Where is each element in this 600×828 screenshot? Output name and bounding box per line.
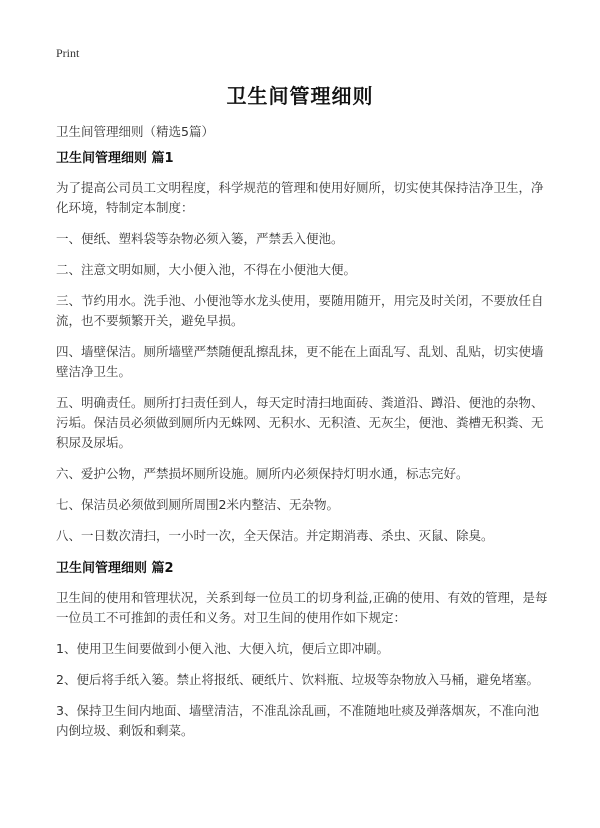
document-subtitle: 卫生间管理细则（精选5篇） <box>56 124 214 139</box>
paragraph: 三、节约用水。洗手池、小便池等水龙头使用，要随用随开，用完及时关闭，不要放任自流，也不要频繁开关，避免早损。 <box>56 293 544 328</box>
paragraph: 一、便纸、塑料袋等杂物必须入篓，严禁丢入便池。 <box>56 231 344 246</box>
section-heading: 卫生间管理细则 篇1 <box>56 151 174 166</box>
paragraph: 五、明确责任。厕所打扫责任到人，每天定时清扫地面砖、粪道沿、蹲沿、便池的杂物、污垢。保洁员必须做到厕所内无蛛网、无积水、无积渣、无灰尘，便池、粪槽无积粪、无积尿及尿垢。 <box>56 395 544 450</box>
paragraph: 八、一日数次清扫，一小时一次，全天保洁。并定期消毒、杀虫、灭鼠、除臭。 <box>56 528 494 543</box>
paragraph: 四、墙壁保洁。厕所墙壁严禁随便乱擦乱抹，更不能在上面乱写、乱划、乱贴，切实使墙壁洁净卫生。 <box>56 344 544 379</box>
section-heading: 卫生间管理细则 篇2 <box>56 561 174 576</box>
paragraph: 六、爱护公物，严禁损坏厕所设施。厕所内必须保持灯明水通，标志完好。 <box>56 466 469 481</box>
paragraph: 二、注意文明如厕，大小便入池，不得在小便池大便。 <box>56 262 357 277</box>
paragraph: 1、使用卫生间要做到小便入池、大便入坑，便后立即冲刷。 <box>56 641 389 656</box>
paragraph: 卫生间的使用和管理状况，关系到每一位员工的切身利益,正确的使用、有效的管理，是每一位员工不可推卸的责任和义务。对卫生间的使用作如下规定： <box>56 590 548 625</box>
paragraph: 2、便后将手纸入篓。禁止将报纸、硬纸片、饮料瓶、垃圾等杂物放入马桶，避免堵塞。 <box>56 672 539 687</box>
section-1 <box>56 150 551 546</box>
paragraph: 七、保洁员必须做到厕所周围2米内整洁、无杂物。 <box>56 497 339 512</box>
section-2 <box>56 560 551 741</box>
paragraph: 3、保持卫生间内地面、墙壁清洁，不准乱涂乱画，不准随地吐痰及弹落烟灰，不准向池内倒垃圾、剩饭和剩菜。 <box>56 703 539 738</box>
print-label: Print <box>56 46 80 60</box>
document-title: 卫生间管理细则 <box>226 84 374 108</box>
document-body <box>56 150 551 752</box>
paragraph: 为了提高公司员工文明程度，科学规范的管理和使用好厕所，切实使其保持洁净卫生，净化环境，特制定本制度： <box>56 180 544 215</box>
